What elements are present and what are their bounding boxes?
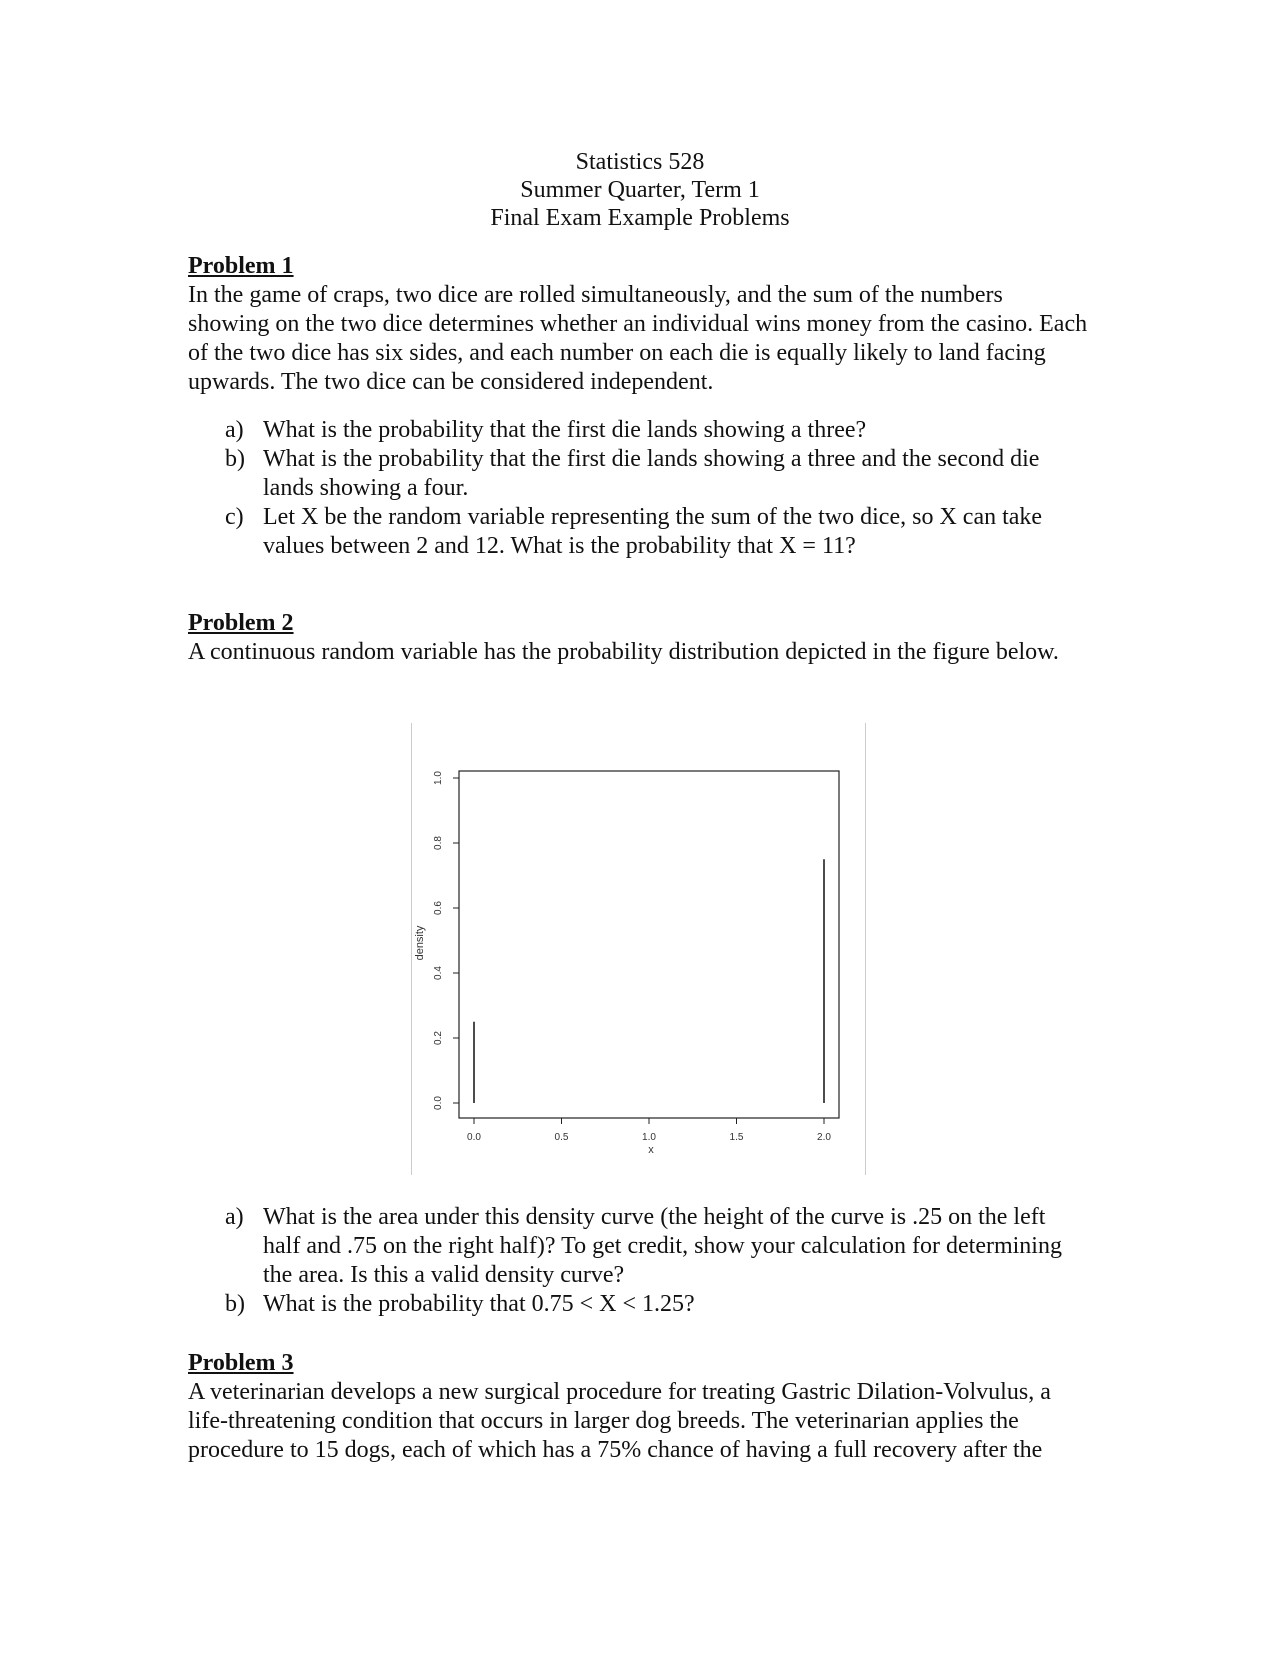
exam-title: Final Exam Example Problems <box>490 205 790 231</box>
problem-2-questions <box>225 1203 1085 1319</box>
x-tick-label: 1.5 <box>729 1132 744 1143</box>
density-chart <box>411 723 866 1175</box>
question-text: What is the probability that 0.75 < X < 1.25? <box>263 1291 695 1317</box>
y-tick-label: 0.6 <box>433 901 444 915</box>
problem-2-text: A continuous random variable has the probability distribution depicted in the figure below. <box>188 639 1059 665</box>
question-marker: a) <box>225 417 244 443</box>
question-marker: b) <box>225 446 245 472</box>
y-tick-label: 0.2 <box>433 1031 444 1045</box>
problem-1 <box>188 252 1088 397</box>
x-axis-label: x <box>648 1144 654 1156</box>
question-text: Let X be the random variable representing the sum of the two dice, so X can take values between 2 and 12. What is the probability that X = 11? <box>263 504 1043 559</box>
problem-2-heading: Problem 2 <box>188 610 294 636</box>
plot-frame <box>459 771 839 1118</box>
question-text: What is the probability that the first die lands showing a three and the second die lands showing a four. <box>263 446 1040 501</box>
problem-1-questions <box>225 416 1085 561</box>
problem-3-text: A veterinarian develops a new surgical procedure for treating Gastric Dilation-Volvulus, a life-threatening condition that occurs in larger dog breeds. The veterinarian applies the procedure to 15 dogs, each of which has a 75% chance of having a full recovery after the <box>188 1379 1051 1463</box>
y-tick-label: 0.0 <box>433 1096 444 1110</box>
y-tick-label: 0.8 <box>433 836 444 850</box>
y-tick-label: 0.4 <box>433 966 444 980</box>
question-marker: a) <box>225 1204 244 1230</box>
x-tick-label: 0.0 <box>467 1132 481 1143</box>
problem-2-question-b <box>225 1290 1085 1319</box>
x-tick-label: 2.0 <box>817 1132 831 1143</box>
question-text: What is the area under this density curve (the height of the curve is .25 on the left half and .75 on the right half)? To get credit, show your calculation for determining the area. Is this a valid density curve? <box>263 1204 1062 1288</box>
problem-1-text: In the game of craps, two dice are rolled simultaneously, and the sum of the numbers showing on the two dice determines whether an individual wins money from the casino. Each of the two dice has six sides, and each number on each die is equally likely to land facing upwards. The two dice can be considered independent. <box>188 282 1088 395</box>
problem-2 <box>188 609 1088 667</box>
problem-1-question-a <box>225 416 1085 445</box>
density-figure <box>411 723 866 1175</box>
x-tick-label: 1.0 <box>642 1132 656 1143</box>
problem-1-question-c <box>225 503 1085 561</box>
document-title-block <box>0 148 1280 232</box>
problem-1-question-b <box>225 445 1085 503</box>
problem-1-heading: Problem 1 <box>188 253 294 279</box>
question-text: What is the probability that the first die lands showing a three? <box>263 417 867 443</box>
problem-3-heading: Problem 3 <box>188 1350 294 1376</box>
problem-2-question-a <box>225 1203 1085 1290</box>
y-axis-label: density <box>414 925 426 961</box>
problem-3 <box>188 1349 1088 1465</box>
question-marker: b) <box>225 1291 245 1317</box>
x-tick-label: 0.5 <box>554 1132 569 1143</box>
y-tick-label: 1.0 <box>433 771 444 785</box>
term-title: Summer Quarter, Term 1 <box>520 177 760 203</box>
question-marker: c) <box>225 504 244 530</box>
course-title: Statistics 528 <box>575 149 705 175</box>
